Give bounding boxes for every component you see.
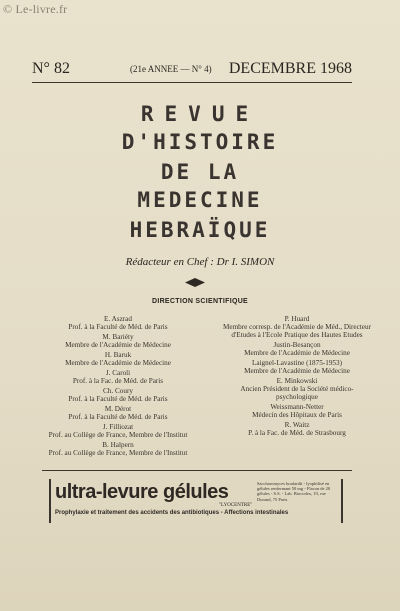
member-description: Membre corresp. de l'Académie de Méd., Directeur d'Etudes à l'Ecole Pratique des Hautes Etudes: [223, 323, 371, 339]
committee-member: [43, 351, 193, 367]
year-info: (21e ANNEE — N° 4): [130, 64, 212, 74]
member-description: Médecin des Hôpitaux de Paris: [252, 411, 342, 419]
member-description: Prof. à la Fac. de Méd. de Paris: [72, 377, 164, 385]
advertisement: [49, 479, 343, 523]
ad-tagline: Prophylaxie et traitement des accidents des antibiotiques - Affections intestinales: [55, 510, 289, 516]
member-name: Ch. Coury: [103, 387, 133, 395]
committee-member: [222, 315, 372, 339]
committee-member: [222, 403, 372, 419]
header-rule: [32, 82, 352, 83]
editor-in-chief: Rédacteur en Chef : Dr I. SIMON: [125, 256, 275, 268]
issue-number: N° 82: [32, 60, 70, 77]
member-description: Prof. au Collège de France, Membre de l'Institut: [48, 431, 188, 439]
member-description: Membre de l'Académie de Médecine: [65, 341, 171, 349]
member-name: E. Aszrad: [104, 315, 132, 323]
member-name: R. Waitz: [284, 421, 310, 429]
title-line-2: D'HISTOIRE: [121, 130, 279, 154]
member-name: P. Huard: [284, 315, 310, 323]
member-name: Justin-Besançon: [273, 341, 321, 349]
ad-brand: ultra-levure gélules: [55, 481, 229, 503]
member-description: Membre de l'Académie de Médecine: [244, 349, 350, 357]
committee-member: [43, 441, 193, 457]
committee-member: [43, 423, 193, 439]
member-name: B. Halpern: [102, 441, 134, 449]
member-description: P. à la Fac. de Méd. de Strasbourg: [248, 429, 346, 437]
committee-member: [43, 387, 193, 403]
watermark: © Le-livre.fr: [3, 2, 68, 16]
title-line-4: MEDECINE: [137, 188, 263, 212]
member-name: H. Baruk: [104, 351, 132, 359]
direction-heading: DIRECTION SCIENTIFIQUE: [151, 298, 249, 305]
member-description: Ancien Président de la Société médico-psychologique: [240, 385, 354, 401]
committee-member: [222, 341, 372, 357]
committee-member: [43, 333, 193, 349]
title-line-1: REVUE: [140, 102, 260, 126]
member-name: M. Dérot: [104, 405, 132, 413]
member-description: Prof. au Collège de France, Membre de l'Institut: [48, 449, 188, 457]
diamond-ornament-icon: [185, 278, 205, 287]
member-name: Laignel-Lavastine (1875-1953): [251, 359, 342, 367]
member-name: J. Caroli: [105, 369, 131, 377]
member-description: Membre de l'Académie de Médecine: [244, 367, 350, 375]
title-line-3: DE LA: [160, 160, 240, 184]
member-description: Prof. à la Faculté de Méd. de Paris: [68, 323, 168, 331]
ad-info: Saccharomyces boulardii - lyophilisé en gélules renfermant 50 mg - Flacon de 20 gélules - S.S. - Lab. Biocodex, 19, rue Durand, 75 Paris: [257, 481, 331, 502]
member-name: Weissmann-Netter: [270, 403, 324, 411]
member-name: J. Filliozat: [102, 423, 134, 431]
committee-member: [43, 405, 193, 421]
issue-date: DECEMBRE 1968: [228, 60, 352, 77]
title-line-5: HEBRAÏQUE: [129, 218, 271, 242]
committee-member: [43, 315, 193, 331]
issue-header: [32, 60, 352, 80]
committee-member: [222, 359, 372, 375]
ad-top-rule: [42, 470, 352, 471]
member-description: Prof. à la Faculté de Méd. de Paris: [68, 395, 168, 403]
right-committee-column: [222, 315, 372, 439]
committee-member: [43, 369, 193, 385]
member-name: M. Bariéty: [102, 333, 134, 341]
member-name: E. Minkowski: [276, 377, 318, 385]
member-description: Membre de l'Académie de Médecine: [65, 359, 171, 367]
committee-member: [222, 377, 372, 401]
member-description: Prof. à la Faculté de Méd. de Paris: [68, 413, 168, 421]
committee-member: [222, 421, 372, 437]
ad-lab: "LYOCENTRE": [219, 503, 253, 508]
left-committee-column: [43, 315, 193, 459]
